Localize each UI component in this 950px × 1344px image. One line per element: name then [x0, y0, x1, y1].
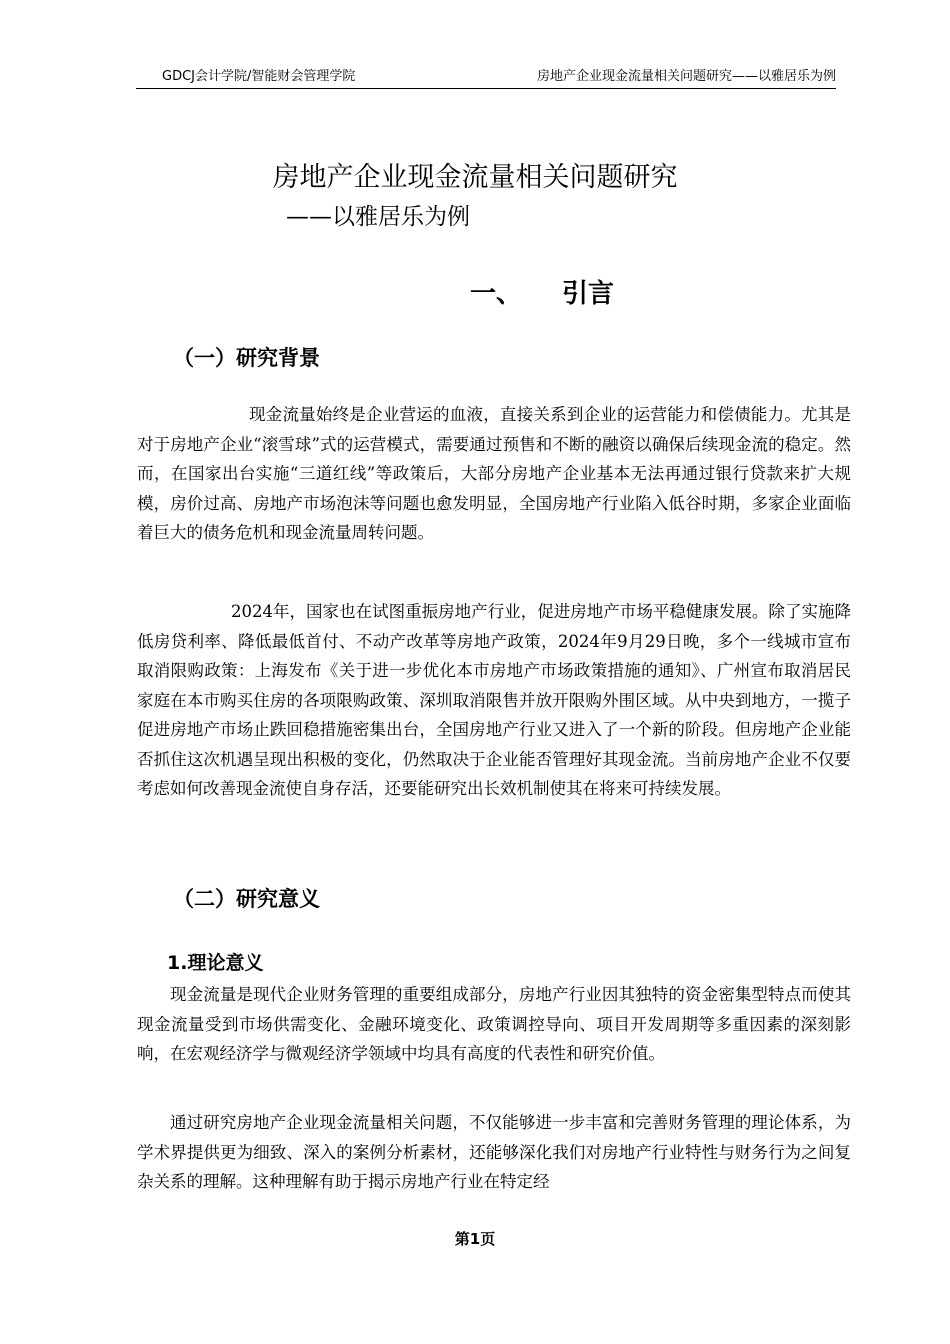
paragraph-background-1: 现金流量始终是企业营运的血液，直接关系到企业的运营能力和偿债能力。尤其是对于房地产企业“滚雪球”式的运营模式，需要通过预售和不断的融资以确保后续现金流的稳定。然而，在国家出台实施“三道红线”等政策后，大部分房地产企业基本无法再通过银行贷款来扩大规模，房价过高、房地产市场泡沫等问题也愈发明显，全国房地产行业陷入低谷时期，多家企业面临着巨大的债务危机和现金流量周转问题。 — [137, 405, 851, 542]
header-right-text: 房地产企业现金流量相关问题研究——以雅居乐为例 — [536, 69, 836, 84]
document-title: 房地产企业现金流量相关问题研究 — [272, 162, 678, 193]
subsubsection-heading-theory: 1.理论意义 — [167, 952, 264, 974]
paragraph-theory-1: 现金流量是现代企业财务管理的重要组成部分，房地产行业因其独特的资金密集型特点而使其现金流量受到市场供需变化、金融环境变化、政策调控导向、项目开发周期等多重因素的深刻影响，在宏观经济学与微观经济学领域中均具有高度的代表性和研究价值。 — [137, 985, 851, 1063]
page-number: 第1页 — [454, 1230, 496, 1248]
section-number: 一、 — [470, 279, 523, 309]
section-heading-introduction — [470, 274, 614, 314]
paragraph-theory-2: 通过研究房地产企业现金流量相关问题，不仅能够进一步丰富和完善财务管理的理论体系，为学术界提供更为细致、深入的案例分析素材，还能够深化我们对房地产行业特性与财务行为之间复杂关系的理解。这种理解有助于揭示房地产行业在特定经 — [137, 1113, 851, 1191]
header-left-text: GDCJ会计学院/智能财会管理学院 — [162, 69, 356, 84]
running-header — [136, 68, 836, 89]
subsection-heading-background: （一）研究背景 — [173, 346, 320, 370]
document-subtitle: ——以雅居乐为例 — [286, 204, 470, 230]
paragraph-background-2: 2024年，国家也在试图重振房地产行业，促进房地产市场平稳健康发展。除了实施降低房贷利率、降低最低首付、不动产改革等房地产政策，2024年9月29日晚，多个一线城市宣布取消限购政策：上海发布《关于进一步优化本市房地产市场政策措施的通知》、广州宣布取消居民家庭在本市购买住房的各项限购政策、深圳取消限售并放开限购外围区域。从中央到地方，一揽子促进房地产市场止跌回稳措施密集出台，全国房地产行业又进入了一个新的阶段。但房地产企业能否抓住这次机遇呈现出积极的变化，仍然取决于企业能否管理好其现金流。当前房地产企业不仅要考虑如何改善现金流使自身存活，还要能研究出长效机制使其在将来可持续发展。 — [137, 602, 851, 798]
subsection-heading-significance: （二）研究意义 — [173, 887, 320, 911]
section-label: 引言 — [562, 279, 615, 309]
